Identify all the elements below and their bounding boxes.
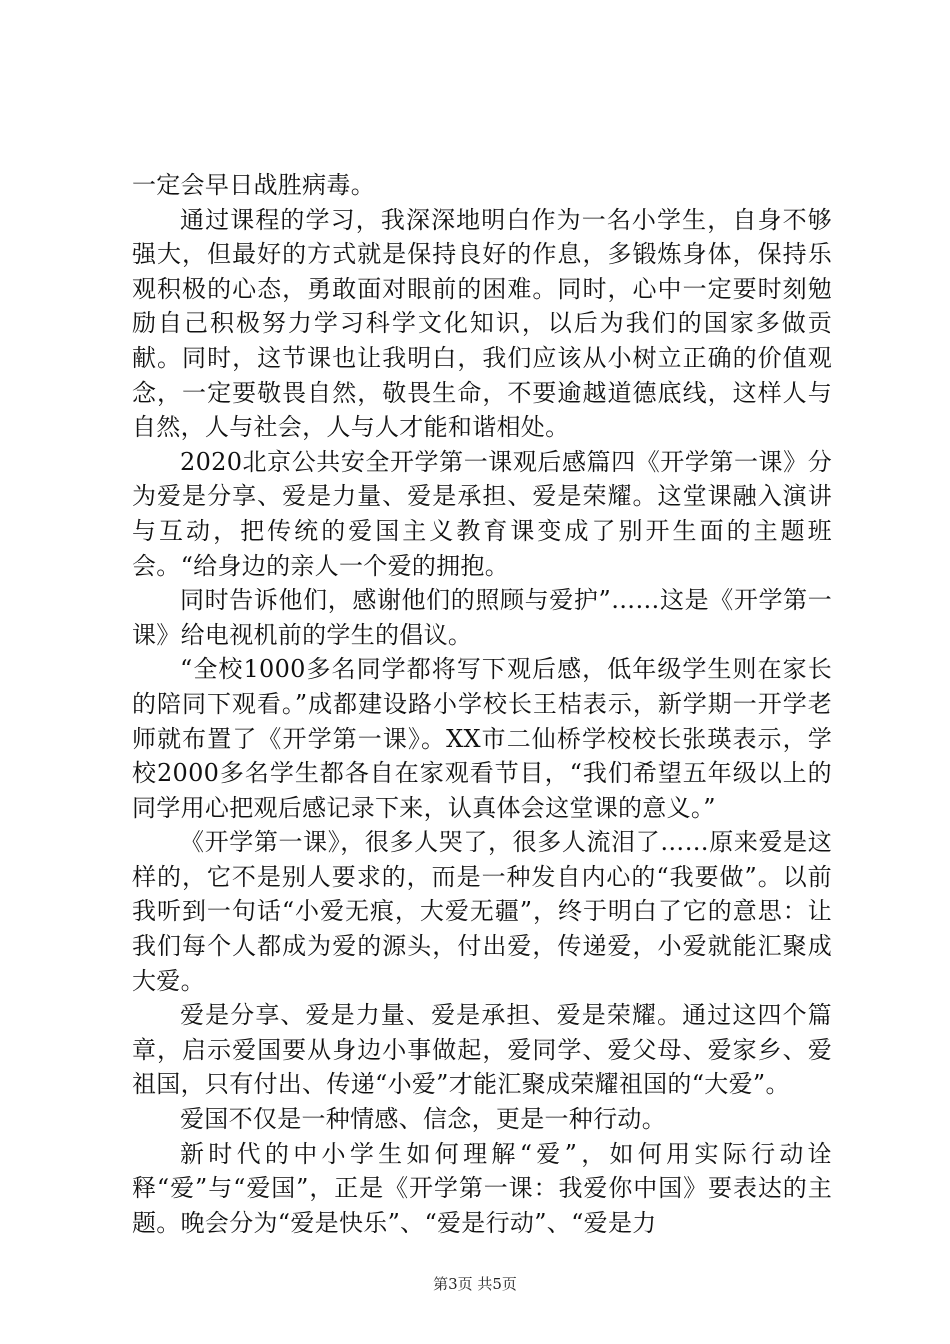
paragraph-2: 通过课程的学习，我深深地明白作为一名小学生，自身不够强大，但最好的方式就是保持良好的作息，多锻炼身体，保持乐观积极的心态，勇敢面对眼前的困难。同时，心中一定要时刻勉励自己积极努力学习科学文化知识，以后为我们的国家多做贡献。同时，这节课也让我明白，我们应该从小树立正确的价值观念，一定要敬畏自然，敬畏生命，不要逾越道德底线，这样人与自然，人与社会，人与人才能和谐相处。: [132, 205, 832, 442]
paragraph-3: 2020北京公共安全开学第一课观后感篇四《开学第一课》分为爱是分享、爱是力量、爱是承担、爱是荣耀。这堂课融入演讲与互动，把传统的爱国主义教育课变成了别开生面的主题班会。“给身边的亲人一个爱的拥抱。: [132, 447, 832, 580]
paragraph-8: 爱国不仅是一种情感、信念，更是一种行动。: [180, 1105, 666, 1134]
paragraph-4: 同时告诉他们，感谢他们的照顾与爱护”……这是《开学第一课》给电视机前的学生的倡议。: [132, 586, 832, 649]
page-number-footer: 第3页 共5页: [433, 1275, 517, 1293]
paragraph-9: 新时代的中小学生如何理解“爱”，如何用实际行动诠释“爱”与“爱国”，正是《开学第一课：我爱你中国》要表达的主题。晚会分为“爱是快乐”、“爱是行动”、“爱是力: [132, 1139, 832, 1237]
paragraph-1: 一定会早日战胜病毒。: [132, 171, 375, 199]
document-body: [132, 168, 832, 1240]
paragraph-6: 《开学第一课》，很多人哭了，很多人流泪了……原来爱是这样的，它不是别人要求的，而是一种发自内心的“我要做”。以前我听到一句话“小爱无痕，大爱无疆”，终于明白了它的意思：让我们每个人都成为爱的源头，付出爱，传递爱，小爱就能汇聚成大爱。: [132, 828, 832, 995]
paragraph-7: 爱是分享、爱是力量、爱是承担、爱是荣耀。通过这四个篇章，启示爱国要从身边小事做起，爱同学、爱父母、爱家乡、爱祖国，只有付出、传递“小爱”才能汇聚成荣耀祖国的“大爱”。: [132, 1001, 832, 1099]
paragraph-5: “全校1000多名同学都将写下观后感，低年级学生则在家长的陪同下观看。”成都建设路小学校长王桔表示，新学期一开学老师就布置了《开学第一课》。XX市二仙桥学校校长张瑛表示，学校2000多名学生都各自在家观看节目，“我们希望五年级以上的同学用心把观后感记录下来，认真体会这堂课的意义。”: [132, 655, 832, 822]
